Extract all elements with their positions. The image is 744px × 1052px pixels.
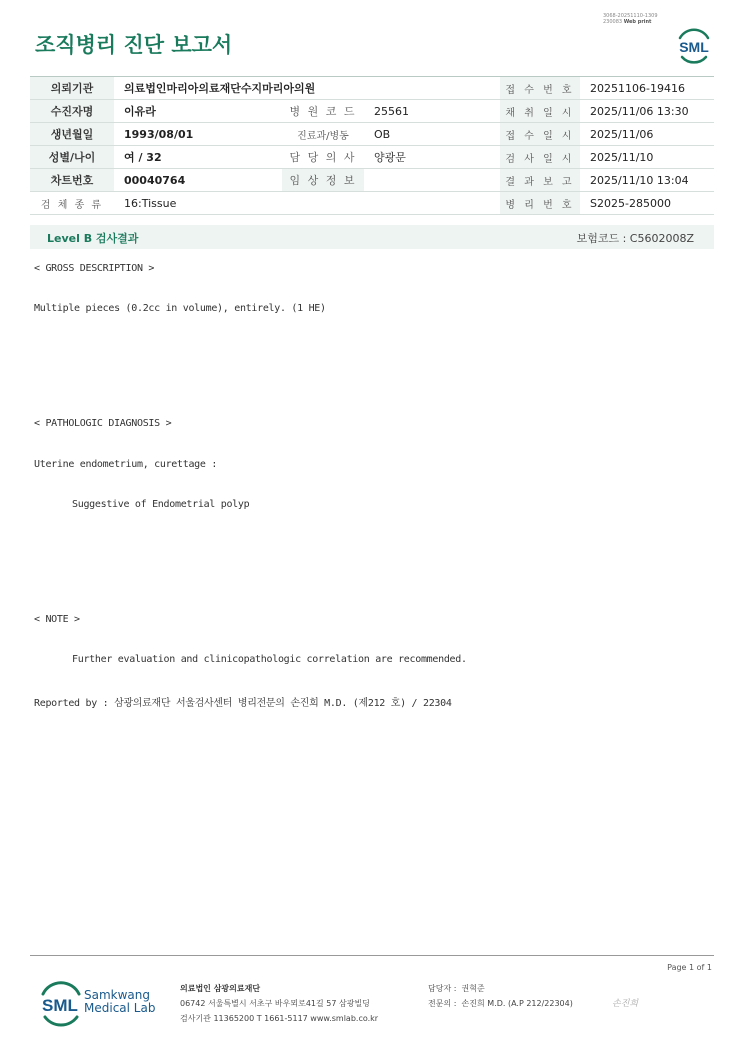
- info-row: [30, 100, 714, 123]
- value-test-date: 2025/11/10: [580, 146, 714, 169]
- diagnosis-text: Suggestive of Endometrial polyp: [72, 499, 250, 510]
- label-collection-date: 채 취 일 시: [500, 100, 580, 123]
- footer-organization: 의료법인 삼광의료재단 06742 서울특별시 서초구 바우뫼로41길 57 삼광빌딩 검사기관 11365200 T 1661-5117 www.smlab.co.kr: [180, 984, 379, 1023]
- value-hospital-code: 25561: [364, 100, 500, 123]
- page-number: Page 1 of 1: [667, 963, 712, 972]
- label-test-date: 검 사 일 시: [500, 146, 580, 169]
- section-title: Level B 검사결과: [47, 232, 139, 245]
- value-physician: 양광문: [364, 146, 500, 169]
- pathologic-diagnosis-header: < PATHOLOGIC DIAGNOSIS >: [34, 418, 172, 429]
- label-specimen-type: 검 체 종 류: [30, 192, 114, 215]
- info-row: [30, 77, 714, 100]
- note-header: < NOTE >: [34, 614, 80, 625]
- label-receipt-date: 접 수 일 시: [500, 123, 580, 146]
- footer-staff: 담당자 : 권혁준 전문의 : 손진희 M.D. (A.P 212/22304): [428, 984, 573, 1008]
- diagnosis-site: Uterine endometrium, curettage :: [34, 459, 218, 470]
- label-clinical-info: 임 상 정 보: [282, 169, 364, 192]
- sml-footer-logo-icon: [37, 980, 87, 1028]
- insurance-code: 보험코드 : C5602008Z: [576, 232, 694, 245]
- label-birth-date: 생년월일: [30, 123, 114, 146]
- value-collection-date: 2025/11/06 13:30: [580, 100, 714, 123]
- staff-name: 권혁준: [461, 984, 485, 993]
- info-row: [30, 169, 714, 192]
- value-result-report: 2025/11/10 13:04: [580, 169, 714, 192]
- label-hospital-code: 병 원 코 드: [282, 100, 364, 123]
- label-patient-name: 수진자명: [30, 100, 114, 123]
- info-row: [30, 146, 714, 169]
- value-requesting-institution: 의료법인마리아의료재단수지마리아의원: [114, 77, 500, 100]
- footer-divider: [30, 955, 714, 956]
- reported-by: Reported by : 삼광의료재단 서울검사센터 병리전문의 손진희 M.D. (제212 호) / 22304: [34, 698, 452, 709]
- value-sex-age: 여 / 32: [114, 146, 282, 169]
- label-result-report: 결 과 보 고: [500, 169, 580, 192]
- specialist-name: 손진희 M.D. (A.P 212/22304): [461, 999, 573, 1008]
- value-receipt-number: 20251106-19416: [580, 77, 714, 100]
- label-department: 진료과/병동: [282, 123, 364, 146]
- label-chart-number: 차트번호: [30, 169, 114, 192]
- value-specimen-type: 16:Tissue: [114, 192, 500, 215]
- footer-brand: Samkwang Medical Lab: [84, 988, 156, 1015]
- value-department: OB: [364, 123, 500, 146]
- sml-logo-icon: [674, 26, 714, 66]
- info-row: [30, 192, 714, 215]
- value-receipt-date: 2025/11/06: [580, 123, 714, 146]
- document-id: 3068-20251110-1309 230083 Web print: [603, 13, 658, 25]
- sml-footer-logo-text: SML: [42, 996, 78, 1015]
- label-requesting-institution: 의뢰기관: [30, 77, 114, 100]
- label-physician: 담 당 의 사: [282, 146, 364, 169]
- gross-description-header: < GROSS DESCRIPTION >: [34, 263, 155, 274]
- value-pathology-number: S2025-285000: [580, 192, 714, 215]
- note-text: Further evaluation and clinicopathologic correlation are recommended.: [72, 654, 467, 665]
- patient-info-table: [30, 76, 714, 215]
- sml-logo-text: SML: [679, 39, 709, 55]
- value-birth-date: 1993/08/01: [114, 123, 282, 146]
- info-row: [30, 123, 714, 146]
- result-section-bar: [30, 225, 714, 249]
- label-pathology-number: 병 리 번 호: [500, 192, 580, 215]
- gross-description-text: Multiple pieces (0.2cc in volume), entirely. (1 HE): [34, 303, 326, 314]
- page-title: 조직병리 진단 보고서: [35, 33, 233, 57]
- label-sex-age: 성별/나이: [30, 146, 114, 169]
- value-chart-number: 00040764: [114, 169, 282, 192]
- signature: 손진희: [612, 999, 639, 1009]
- value-patient-name: 이유라: [114, 100, 282, 123]
- value-clinical-info: [364, 169, 500, 192]
- label-receipt-number: 접 수 번 호: [500, 77, 580, 100]
